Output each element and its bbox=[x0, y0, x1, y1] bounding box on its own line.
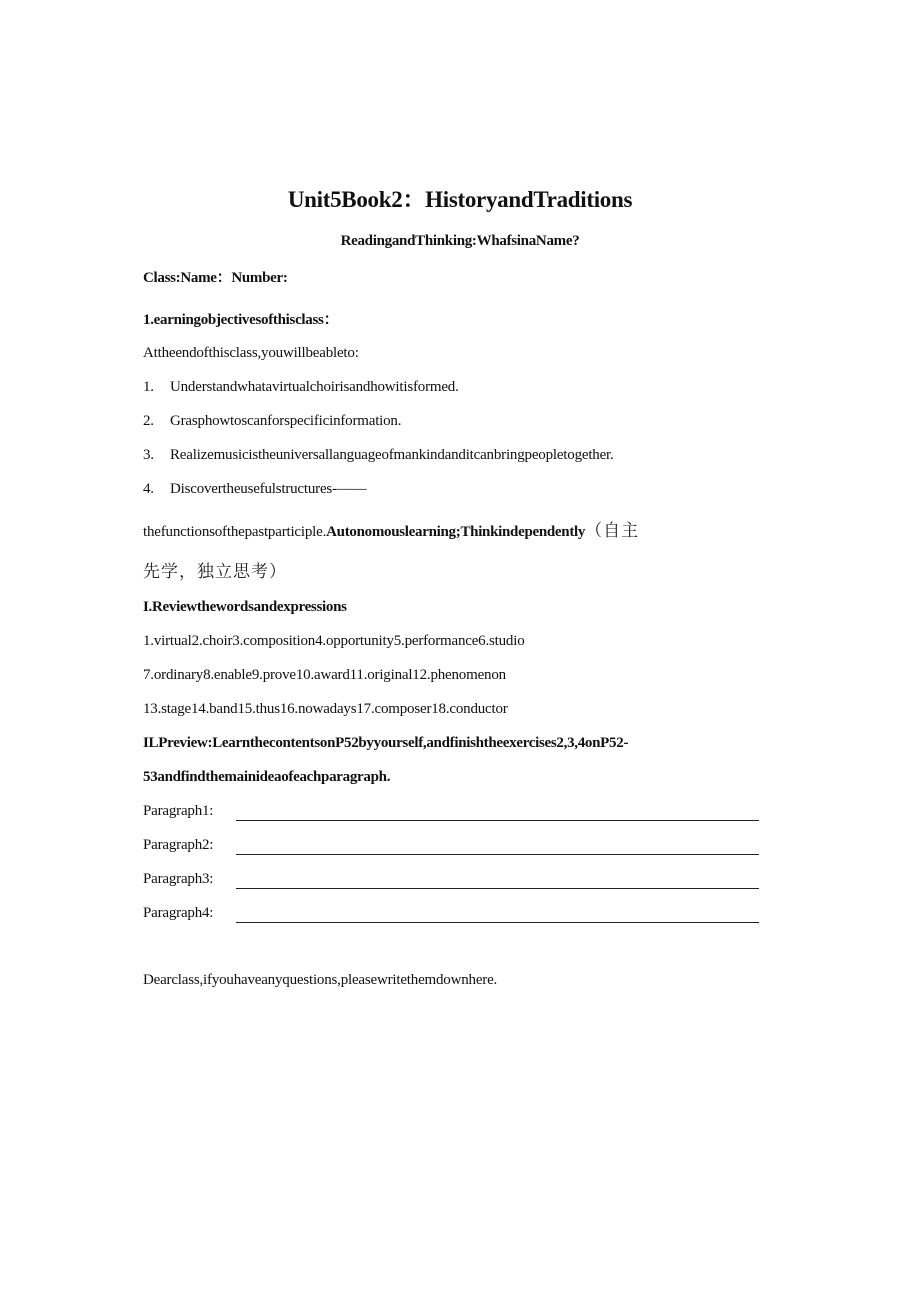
answer-blank[interactable] bbox=[236, 888, 759, 889]
paragraph-label: Paragraph2: bbox=[143, 837, 214, 853]
review-heading: I.Reviewthewordsandexpressions bbox=[143, 599, 347, 615]
objective-number: 2. bbox=[143, 413, 154, 429]
objective-text: Grasphowtoscanforspecificinformation. bbox=[170, 413, 402, 429]
objective-item bbox=[143, 481, 366, 498]
objective-item bbox=[143, 379, 459, 396]
paragraph-answer-row bbox=[143, 871, 760, 893]
answer-blank[interactable] bbox=[236, 820, 759, 821]
cjk-note-line: 先学，独立思考） bbox=[143, 562, 287, 582]
cjk-note: （自主 bbox=[585, 521, 640, 541]
paragraph-answer-row bbox=[143, 905, 760, 927]
paragraph-answer-row bbox=[143, 803, 760, 825]
answer-blank[interactable] bbox=[236, 922, 759, 923]
answer-blank[interactable] bbox=[236, 854, 759, 855]
objective-number: 3. bbox=[143, 447, 154, 463]
objective-continuation bbox=[143, 516, 639, 541]
class-name-number-line: Class:Name：Number: bbox=[143, 270, 288, 286]
closing-note: Dearclass,ifyouhaveanyquestions,pleasewritethemdownhere. bbox=[143, 972, 498, 988]
objective-number: 1. bbox=[143, 379, 154, 395]
objective-text: Realizemusicistheuniversallanguageofmankindanditcanbringpeopletogether. bbox=[170, 447, 614, 463]
objective-number: 4. bbox=[143, 481, 154, 497]
objective-text: Discovertheusefulstructures-—— bbox=[170, 481, 367, 497]
preview-heading-continued: 53andfindthemainideaofeachparagraph. bbox=[143, 769, 391, 785]
paragraph-label: Paragraph3: bbox=[143, 871, 214, 887]
objectives-intro: Attheendofthisclass,youwillbeableto: bbox=[143, 345, 359, 361]
vocabulary-line: 13.stage14.band15.thus16.nowadays17.composer18.conductor bbox=[143, 701, 508, 717]
paragraph-label: Paragraph4: bbox=[143, 905, 214, 921]
page-title: Unit5Book2：HistoryandTraditions bbox=[287, 187, 633, 212]
page-subtitle: ReadingandThinking:WhafsinaName? bbox=[340, 233, 580, 249]
continuation-text: thefunctionsofthepastparticiple. bbox=[143, 524, 327, 540]
objective-item bbox=[143, 413, 401, 430]
paragraph-answer-row bbox=[143, 837, 760, 859]
objectives-heading: 1.earningobjectivesofthisclass： bbox=[143, 312, 339, 328]
autonomous-learning-label: Autonomouslearning;Thinkindependently bbox=[326, 524, 586, 540]
vocabulary-line: 1.virtual2.choir3.composition4.opportunity5.performance6.studio bbox=[143, 633, 525, 649]
preview-heading: ILPreview:LearnthecontentsonP52byyourself,andfinishtheexercises2,3,4onP52- bbox=[143, 735, 629, 751]
vocabulary-line: 7.ordinary8.enable9.prove10.award11.original12.phenomenon bbox=[143, 667, 506, 683]
paragraph-label: Paragraph1: bbox=[143, 803, 214, 819]
objective-item bbox=[143, 447, 614, 464]
objective-text: Understandwhatavirtualchoirisandhowitisformed. bbox=[170, 379, 459, 395]
